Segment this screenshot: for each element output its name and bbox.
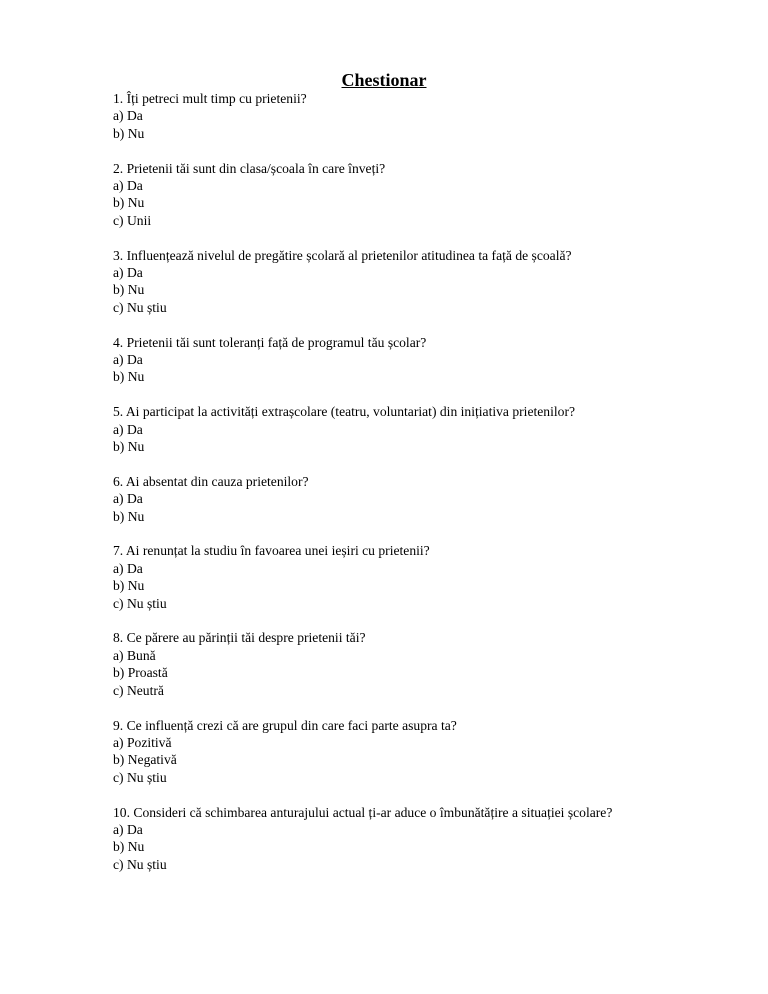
answer-option: b) Nu bbox=[113, 195, 145, 211]
questionnaire-body bbox=[113, 90, 643, 891]
answer-option: b) Nu bbox=[113, 508, 145, 524]
answer-option: b) Nu bbox=[113, 369, 145, 385]
answer-option: b) Negativă bbox=[113, 752, 177, 768]
question-text: 10. Consideri că schimbarea anturajului actual ți-ar aduce o îmbunătățire a situației școlare? bbox=[113, 804, 613, 820]
answer-option: a) Bună bbox=[113, 647, 156, 663]
answer-option: b) Nu bbox=[113, 282, 145, 298]
question-text: 2. Prietenii tăi sunt din clasa/școala în care înveți? bbox=[113, 160, 386, 176]
question-block bbox=[113, 804, 643, 874]
answer-option: b) Nu bbox=[113, 125, 145, 141]
answer-option: b) Proastă bbox=[113, 665, 168, 681]
question-block bbox=[113, 334, 643, 386]
question-block bbox=[113, 160, 643, 230]
answer-option: b) Nu bbox=[113, 578, 145, 594]
answer-option: c) Nu știu bbox=[113, 769, 167, 785]
question-block bbox=[113, 90, 643, 142]
question-text: 6. Ai absentat din cauza prietenilor? bbox=[113, 473, 309, 489]
answer-option: b) Nu bbox=[113, 839, 145, 855]
question-block bbox=[113, 473, 643, 525]
question-block bbox=[113, 717, 643, 787]
answer-option: a) Da bbox=[113, 560, 143, 576]
question-block bbox=[113, 542, 643, 612]
answer-option: a) Da bbox=[113, 352, 143, 368]
question-text: 3. Influențează nivelul de pregătire școlară al prietenilor atitudinea ta față de școală? bbox=[113, 247, 572, 263]
answer-option: c) Neutră bbox=[113, 682, 164, 698]
answer-option: a) Da bbox=[113, 108, 143, 124]
answer-option: c) Nu știu bbox=[113, 595, 167, 611]
question-text: 8. Ce părere au părinții tăi despre prietenii tăi? bbox=[113, 630, 366, 646]
answer-option: a) Da bbox=[113, 265, 143, 281]
answer-option: c) Nu știu bbox=[113, 856, 167, 872]
answer-option: a) Da bbox=[113, 821, 143, 837]
answer-option: c) Nu știu bbox=[113, 299, 167, 315]
question-block bbox=[113, 629, 643, 699]
answer-option: a) Pozitivă bbox=[113, 734, 172, 750]
answer-option: c) Unii bbox=[113, 212, 152, 228]
answer-option: a) Da bbox=[113, 421, 143, 437]
question-text: 4. Prietenii tăi sunt toleranți față de programul tău școlar? bbox=[113, 334, 427, 350]
question-block bbox=[113, 403, 643, 455]
answer-option: b) Nu bbox=[113, 439, 145, 455]
question-text: 7. Ai renunțat la studiu în favoarea unei ieșiri cu prietenii? bbox=[113, 543, 430, 559]
answer-option: a) Da bbox=[113, 491, 143, 507]
question-text: 1. Îți petreci mult timp cu prietenii? bbox=[113, 91, 307, 106]
document-title: Chestionar bbox=[341, 70, 427, 90]
question-text: 5. Ai participat la activități extrașcolare (teatru, voluntariat) din inițiativa prietenilor? bbox=[113, 404, 576, 420]
question-text: 9. Ce influență crezi că are grupul din care faci parte asupra ta? bbox=[113, 717, 457, 733]
question-block bbox=[113, 247, 643, 317]
answer-option: a) Da bbox=[113, 178, 143, 194]
